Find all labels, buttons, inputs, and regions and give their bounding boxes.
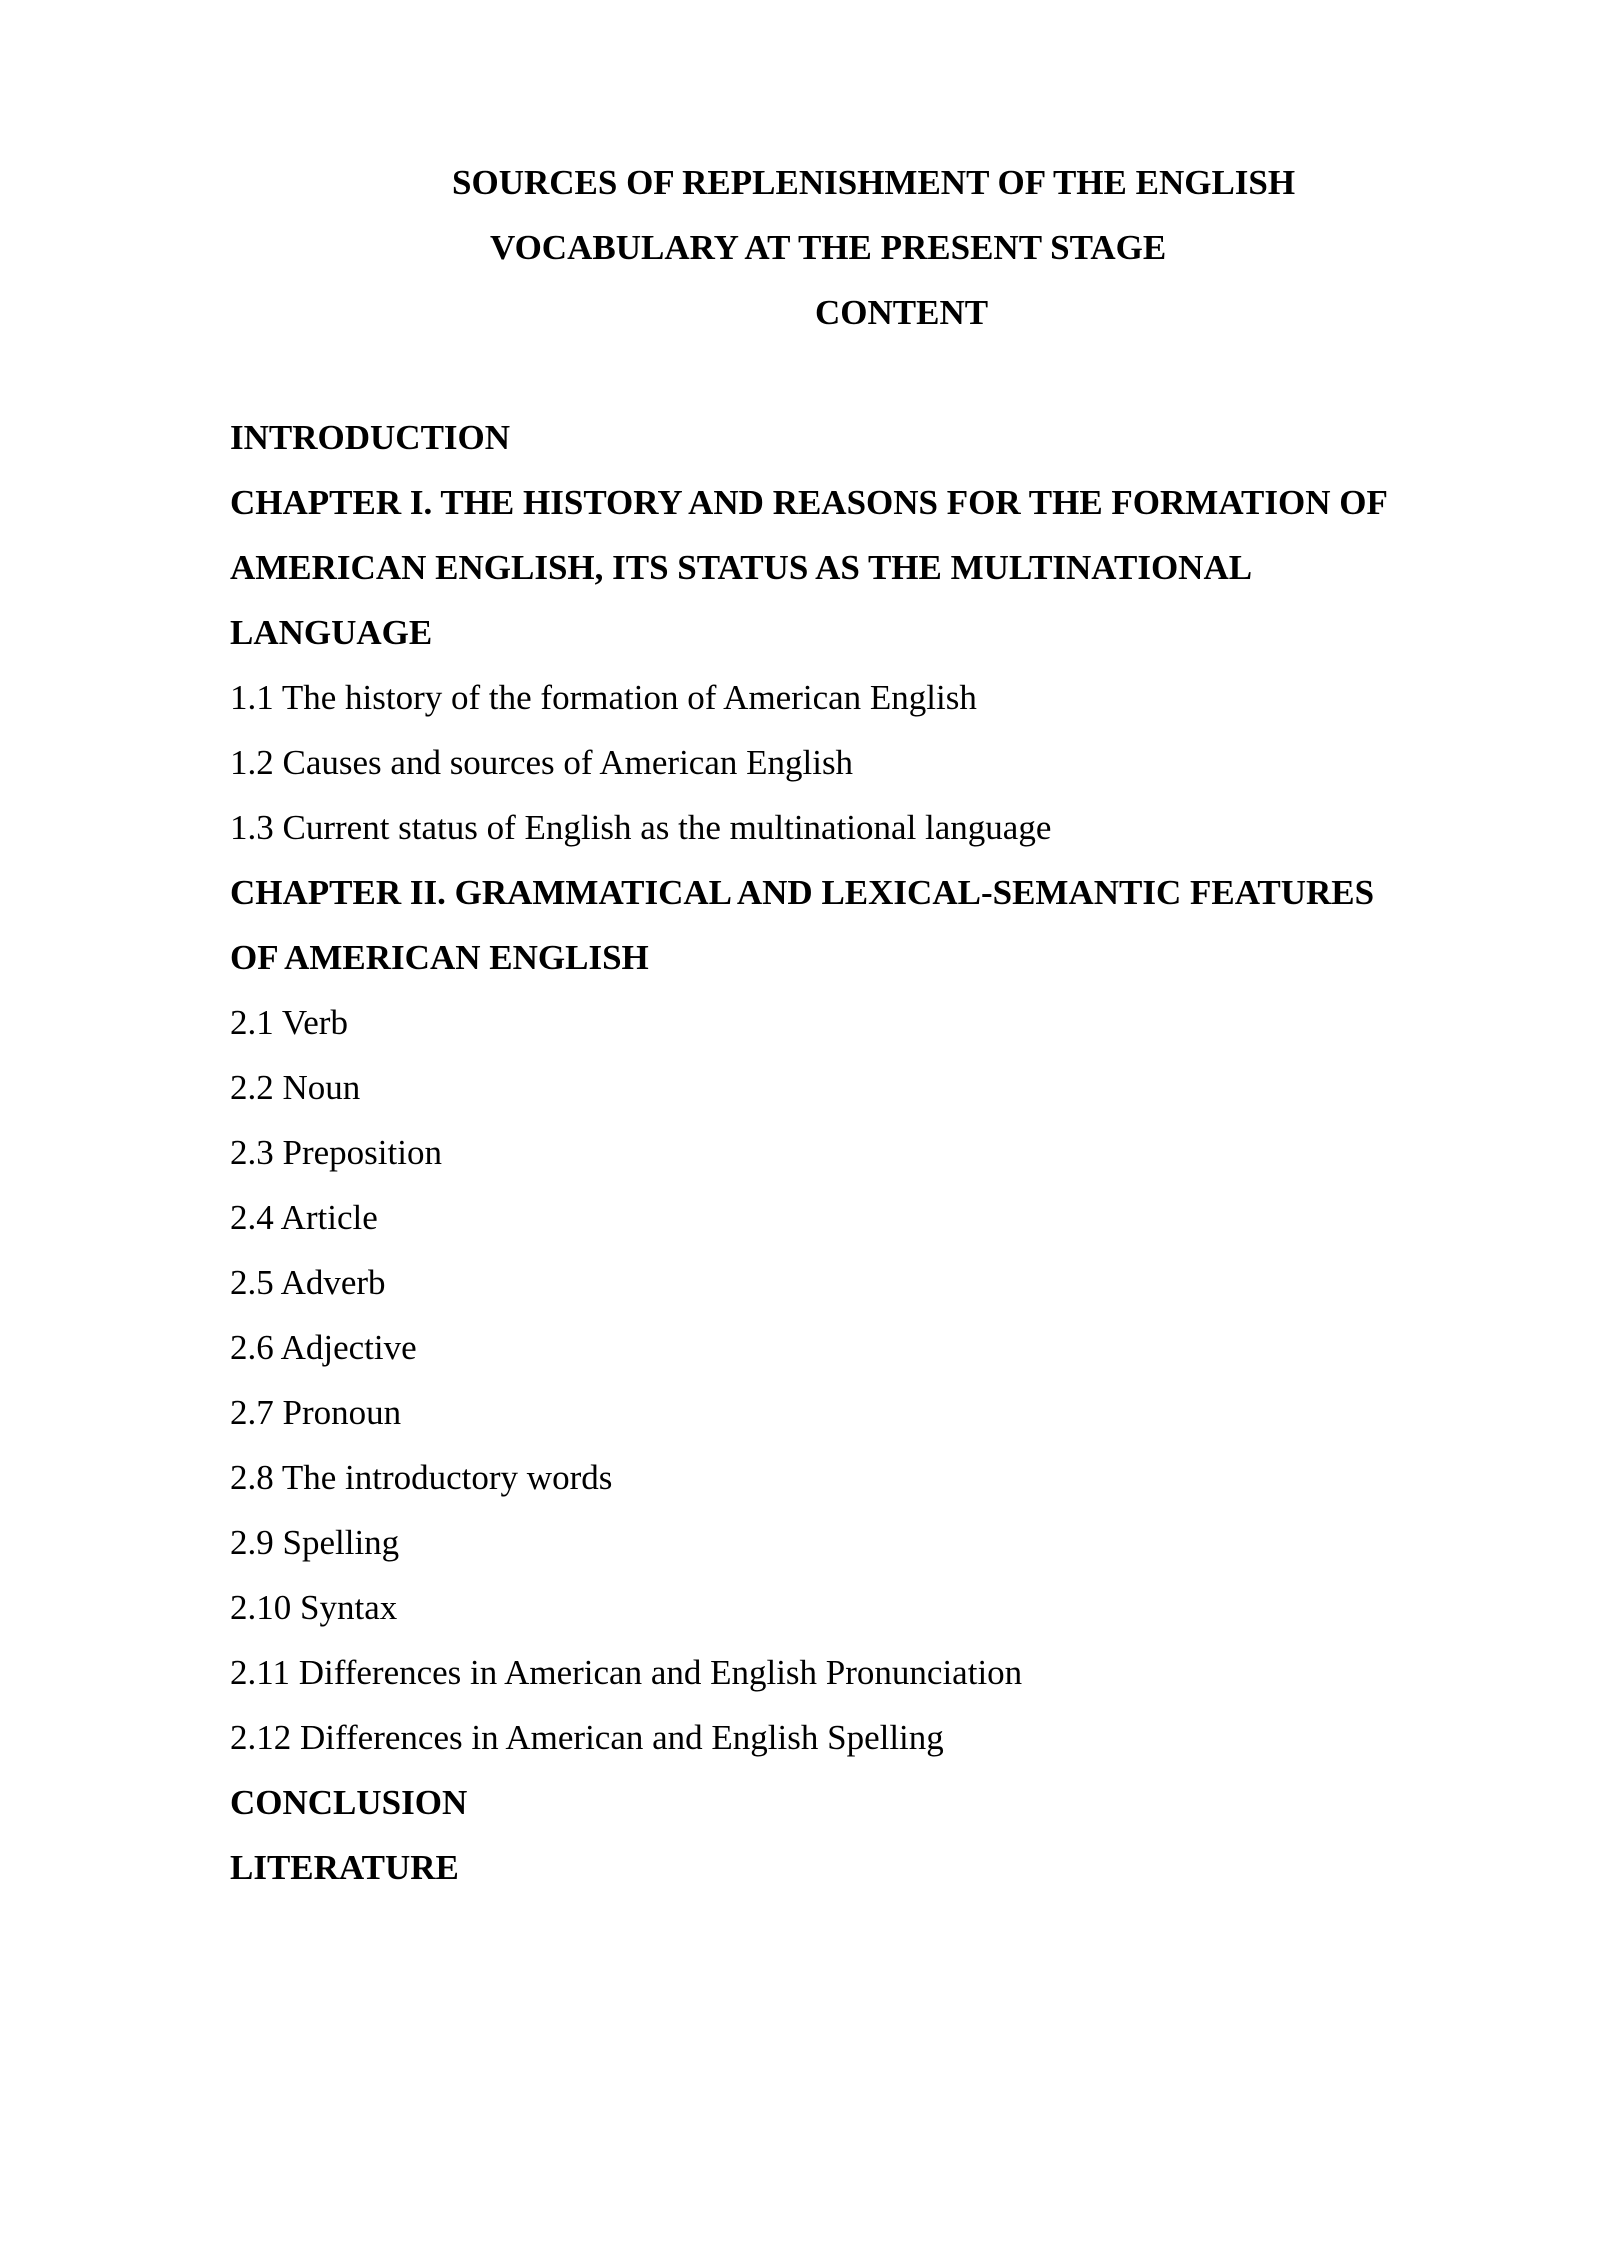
document-title-line-2: VOCABULARY AT THE PRESENT STAGE — [490, 228, 1167, 267]
toc-subsection: 2.11 Differences in American and English Pronunciation — [230, 1653, 1023, 1692]
toc-heading: CHAPTER I. THE HISTORY AND REASONS FOR THE FORMATION OF — [230, 483, 1388, 522]
toc-heading: CHAPTER II. GRAMMATICAL AND LEXICAL-SEMANTIC FEATURES — [230, 873, 1375, 912]
toc-subsection: 2.1 Verb — [230, 1003, 348, 1042]
table-of-contents — [230, 405, 1530, 1900]
toc-subsection: 2.5 Adverb — [230, 1263, 386, 1302]
toc-heading: INTRODUCTION — [230, 418, 511, 457]
toc-subsection: 2.7 Pronoun — [230, 1393, 402, 1432]
toc-subsection: 1.1 The history of the formation of American English — [230, 678, 977, 717]
toc-subsection: 2.8 The introductory words — [230, 1458, 613, 1497]
toc-subsection: 2.6 Adjective — [230, 1328, 417, 1367]
toc-subsection: 1.3 Current status of English as the multinational language — [230, 808, 1052, 847]
toc-heading: LANGUAGE — [230, 613, 433, 652]
toc-heading: AMERICAN ENGLISH, ITS STATUS AS THE MULTINATIONAL — [230, 548, 1253, 587]
toc-heading: CONCLUSION — [230, 1783, 468, 1822]
toc-subsection: 2.4 Article — [230, 1198, 378, 1237]
toc-subsection: 2.12 Differences in American and English Spelling — [230, 1718, 944, 1757]
toc-heading: OF AMERICAN ENGLISH — [230, 938, 649, 977]
toc-subsection: 2.2 Noun — [230, 1068, 361, 1107]
toc-subsection: 2.10 Syntax — [230, 1588, 398, 1627]
content-heading: CONTENT — [815, 293, 989, 332]
toc-subsection: 2.3 Preposition — [230, 1133, 442, 1172]
toc-subsection: 2.9 Spelling — [230, 1523, 400, 1562]
document-title-line-1: SOURCES OF REPLENISHMENT OF THE ENGLISH — [452, 163, 1296, 202]
toc-heading: LITERATURE — [230, 1848, 459, 1887]
toc-subsection: 1.2 Causes and sources of American English — [230, 743, 854, 782]
